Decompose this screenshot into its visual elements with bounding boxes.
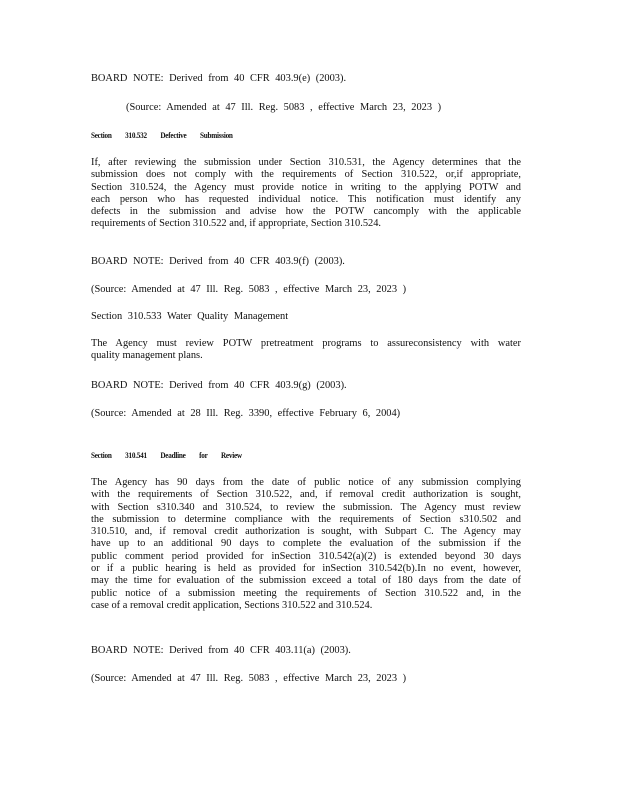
paragraph-line: the submission to determine compliance with the requirements of Section s310.502 and: [91, 513, 521, 525]
paragraph-line: quality management plans.: [91, 350, 203, 362]
paragraph-line: Section 310.524, the Agency must provide notice in writing to the applying POTW and: [91, 181, 521, 193]
board-note-403-9e: BOARD NOTE: Derived from 40 CFR 403.9(e) (2003).: [91, 73, 347, 84]
source-note-4: (Source: Amended at 47 Ill. Reg. 5083 , effective March 23, 2023 ): [91, 673, 407, 684]
paragraph-line: with Section s310.340 and 310.524, to review the submission. The Agency must review: [91, 501, 521, 513]
paragraph-line: with the requirements of Section 310.522, and, if removal credit authorization is sought,: [91, 489, 521, 501]
paragraph-line: case of a removal credit application, Sections 310.522 and 310.524.: [91, 599, 373, 611]
section-310-533-body: [91, 338, 521, 363]
paragraph-line: may the time for evaluation of the submission exceed a total of 180 days from the date of: [91, 575, 521, 587]
section-heading-310-533: Section 310.533 Water Quality Management: [91, 311, 289, 322]
paragraph-line: submission does not comply with the requirements of Section 310.522, or,if appropriate,: [91, 169, 521, 181]
board-note-403-9g: BOARD NOTE: Derived from 40 CFR 403.9(g) (2003).: [91, 380, 347, 391]
paragraph-line: The Agency must review POTW pretreatment programs to assureconsistency with water: [91, 338, 521, 349]
paragraph-line: or if a public hearing is held as provided for inSection 310.542(b).In no event, however,: [91, 563, 521, 575]
paragraph-line: public comment period provided for inSection 310.542(a)(2) is extended beyond 30 days: [91, 550, 521, 562]
paragraph-line: have up to an additional 90 days to complete the evaluation of the submission if the: [91, 538, 521, 550]
section-310-541-body: [91, 477, 521, 612]
board-note-403-9f: BOARD NOTE: Derived from 40 CFR 403.9(f) (2003).: [91, 256, 345, 267]
section-heading-310-541: Section 310.541 Deadline for Review: [91, 451, 242, 460]
paragraph-line: public notice of a submission meeting the requirements of Section 310.522 and, in the: [91, 587, 521, 599]
section-310-532-body: [91, 157, 521, 231]
paragraph-line: 310.510, and, if removal credit authorization is sought, with Subpart C. The Agency may: [91, 526, 521, 538]
source-note-3: (Source: Amended at 28 Ill. Reg. 3390, effective February 6, 2004): [91, 408, 401, 419]
paragraph-line: requirements of Section 310.522 and, if appropriate, Section 310.524.: [91, 218, 382, 230]
paragraph-line: If, after reviewing the submission under Section 310.531, the Agency determines that the: [91, 157, 521, 168]
paragraph-line: defects in the submission and advise how the POTW cancomply with the applicable: [91, 206, 521, 218]
source-note-2: (Source: Amended at 47 Ill. Reg. 5083 , effective March 23, 2023 ): [91, 284, 407, 295]
section-heading-310-532: Section 310.532 Defective Submission: [91, 131, 233, 140]
paragraph-line: The Agency has 90 days from the date of public notice of any submission complying: [91, 477, 521, 488]
board-note-403-11a: BOARD NOTE: Derived from 40 CFR 403.11(a) (2003).: [91, 645, 351, 656]
source-note-1: (Source: Amended at 47 Ill. Reg. 5083 , effective March 23, 2023 ): [126, 102, 442, 113]
paragraph-line: each person who has requested individual notice. This notification must identify any: [91, 193, 521, 205]
